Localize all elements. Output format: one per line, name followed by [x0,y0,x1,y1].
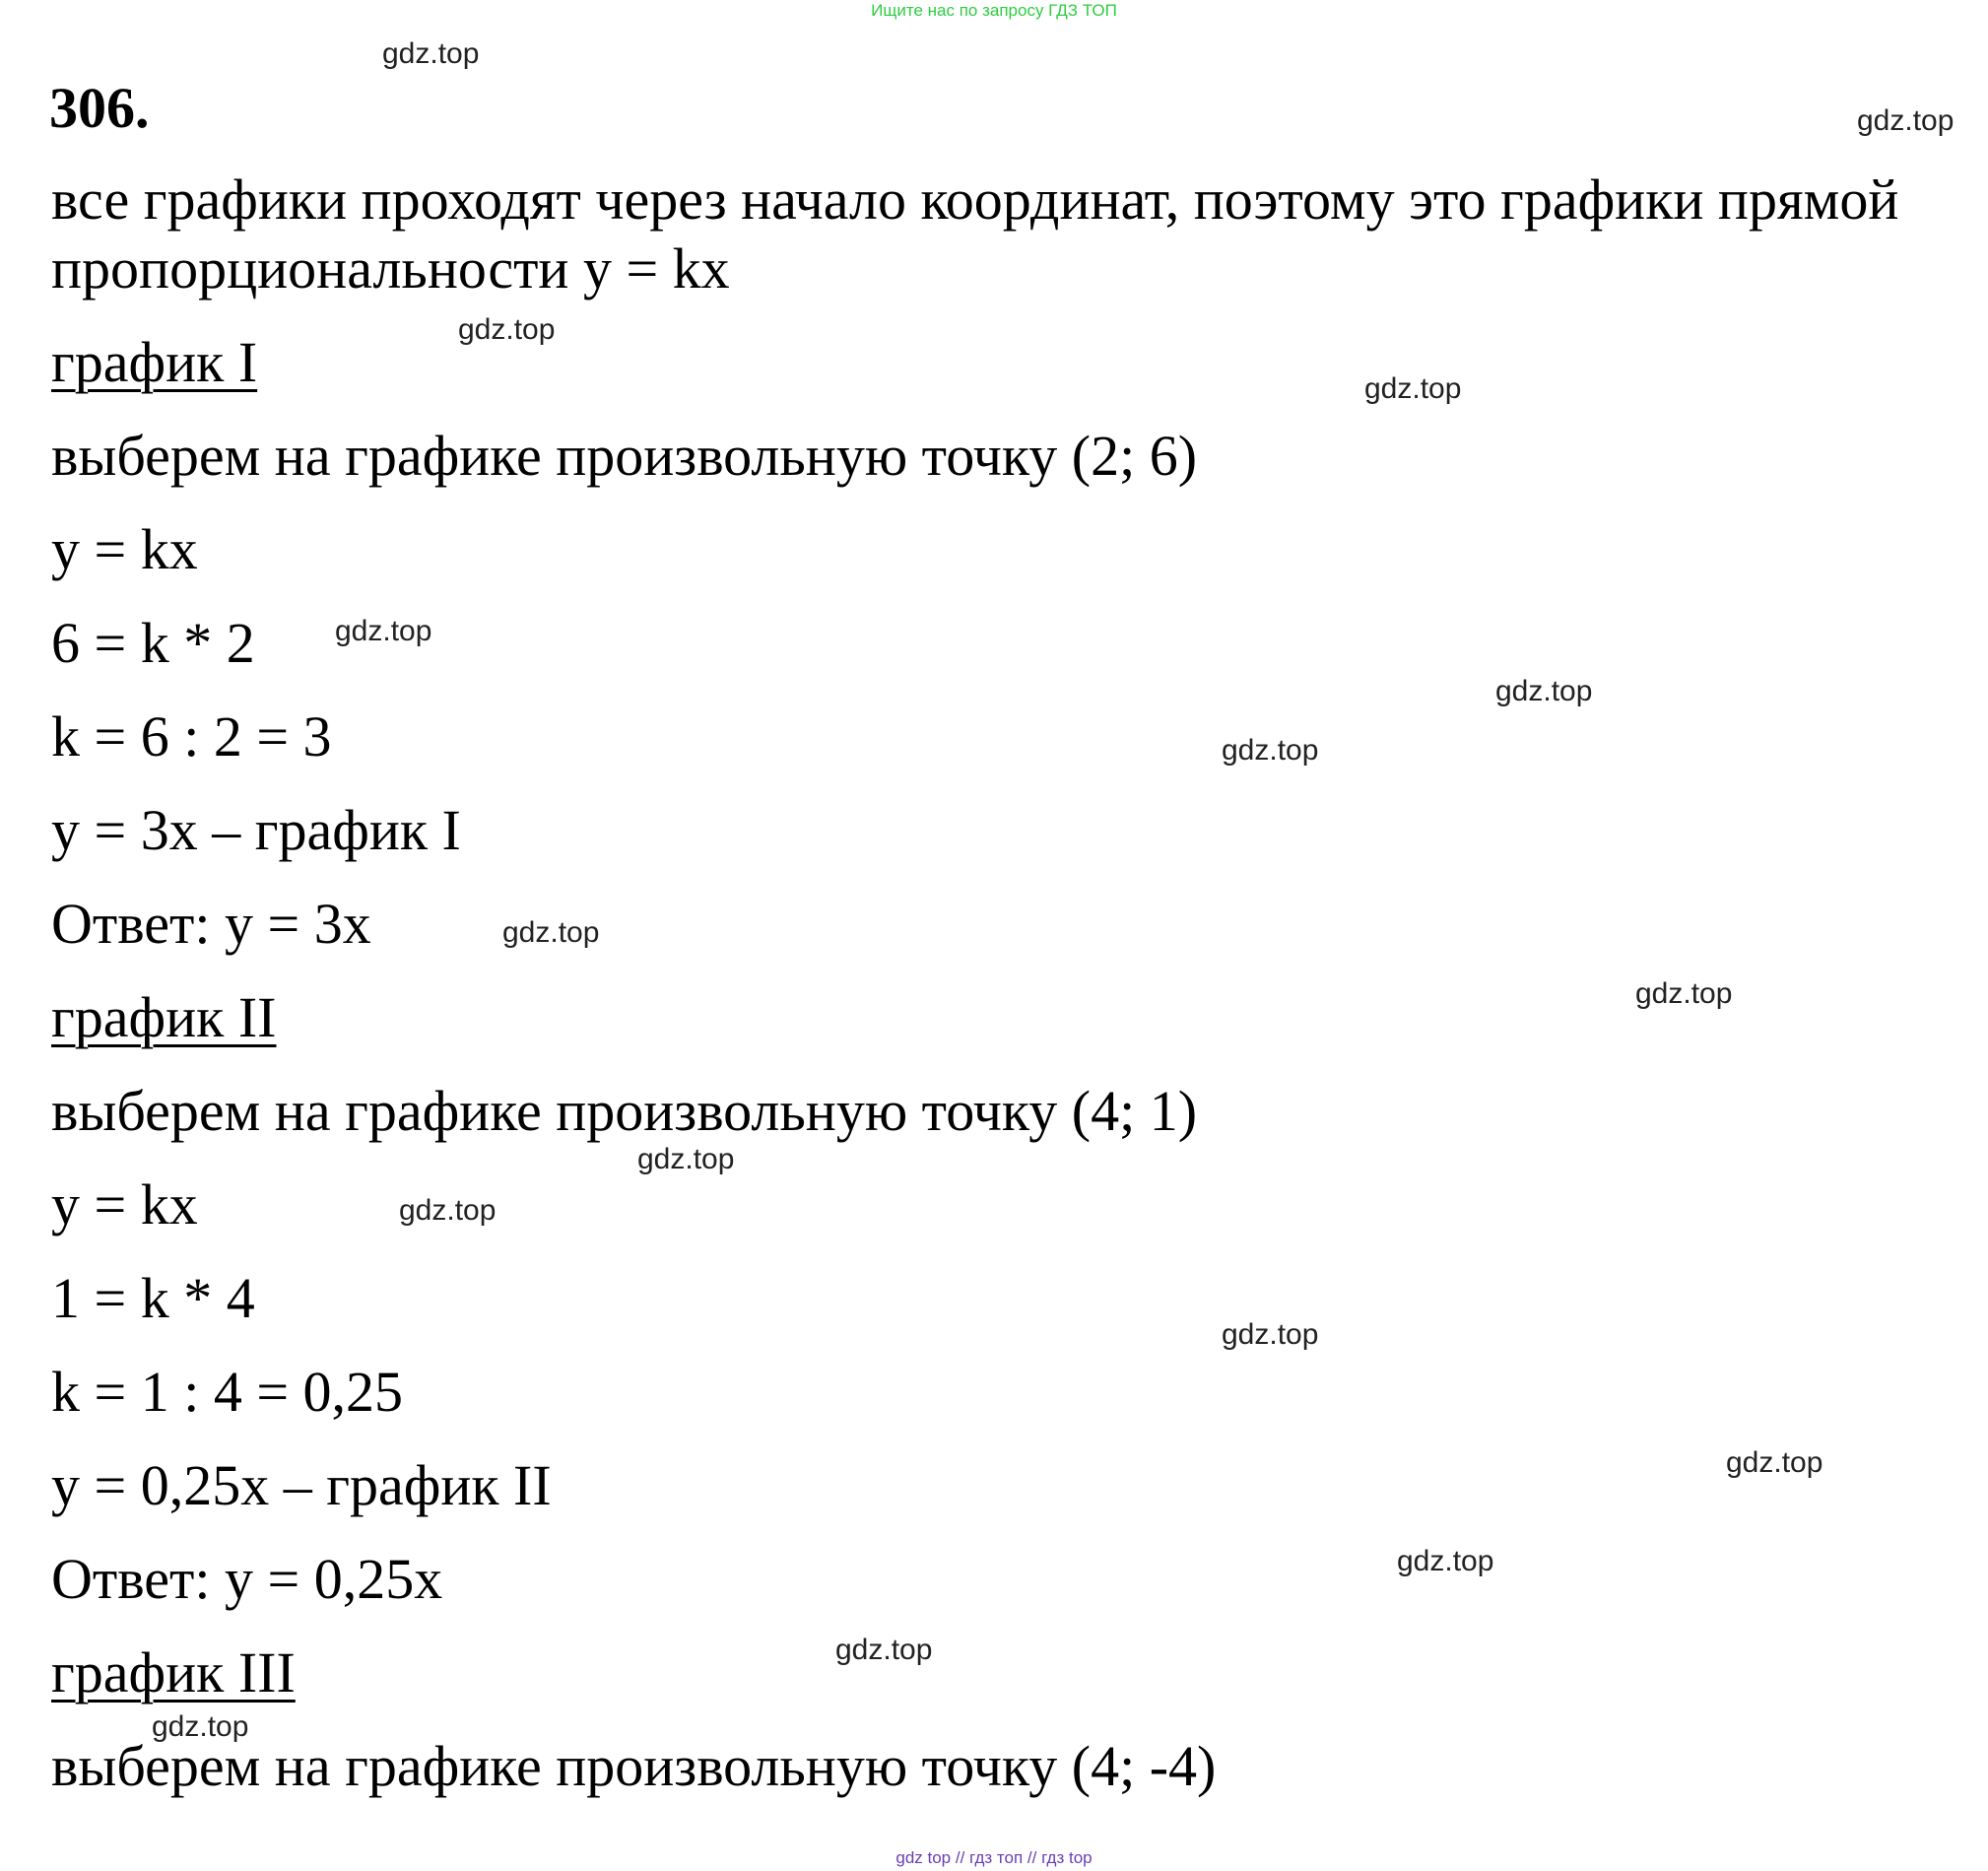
watermark: gdz.top [1397,1545,1494,1577]
section-1-substitution: 6 = k * 2 [51,611,255,675]
footer [0,1847,1988,1869]
watermark: gdz.top [835,1634,933,1666]
section-heading-1: график I [51,330,258,394]
section-1-answer: Ответ: y = 3x [51,892,371,956]
watermark: gdz.top [399,1194,497,1227]
intro-line-2: пропорциональности y = kx [51,236,730,301]
section-1-result: y = 3x – график I [51,798,461,862]
footer-part-2: гдз топ [969,1848,1024,1867]
watermark: gdz.top [1222,1318,1319,1351]
section-heading-3: график III [51,1640,296,1704]
footer-part-1: gdz top [895,1848,952,1867]
watermark: gdz.top [1364,372,1462,405]
footer-part-3: гдз top [1041,1848,1093,1867]
section-3-point-line: выберем на графике произвольную точку (4; -4) [51,1734,1217,1798]
footer-separator: // [1023,1848,1042,1867]
section-2-formula: y = kx [51,1172,198,1236]
watermark: gdz.top [1857,104,1955,137]
watermark: gdz.top [458,313,556,346]
problem-number: 306. [49,76,150,140]
top-banner [0,0,1988,22]
section-heading-2: график II [51,985,277,1049]
watermark: gdz.top [637,1143,735,1175]
section-2-answer: Ответ: y = 0,25x [51,1547,443,1611]
section-2-substitution: 1 = k * 4 [51,1266,255,1330]
section-1-formula: y = kx [51,517,198,581]
footer-separator: // [951,1848,970,1867]
section-2-point-line: выберем на графике произвольную точку (4; 1) [51,1079,1198,1143]
watermark: gdz.top [1222,734,1319,767]
search-hint-text: Ищите нас по запросу ГДЗ ТОП [871,1,1117,20]
watermark: gdz.top [1635,977,1733,1010]
watermark: gdz.top [502,916,600,949]
section-2-result: y = 0,25x – график II [51,1453,552,1517]
watermark: gdz.top [152,1710,249,1743]
watermark: gdz.top [382,37,480,70]
watermark: gdz.top [1495,675,1593,707]
watermark: gdz.top [335,615,432,647]
section-2-solve-k: k = 1 : 4 = 0,25 [51,1360,404,1424]
section-1-point-line: выберем на графике произвольную точку (2; 6) [51,424,1198,488]
watermark: gdz.top [1726,1446,1823,1479]
intro-line-1: все графики проходят через начало координат, поэтому это графики прямой [51,167,1899,232]
section-1-solve-k: k = 6 : 2 = 3 [51,704,332,768]
